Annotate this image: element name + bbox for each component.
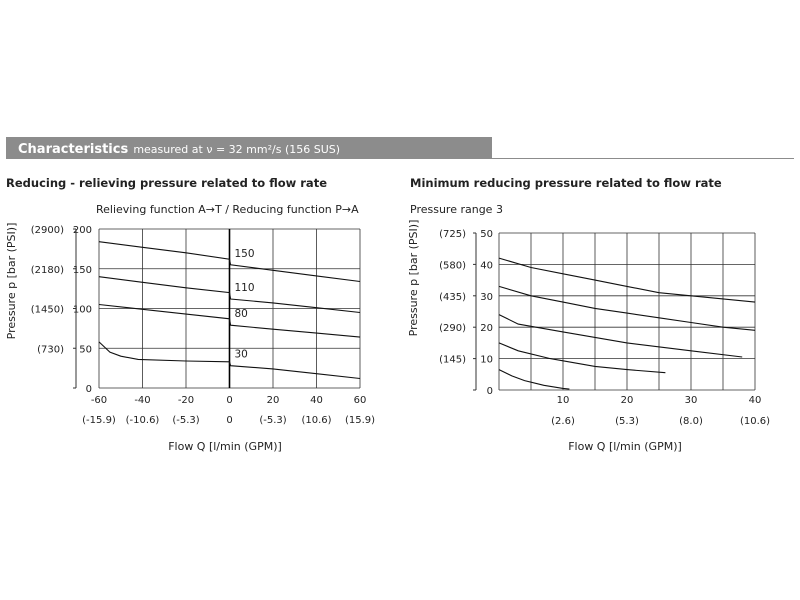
chart1-series-label-0: 150 <box>234 247 255 260</box>
chart2-y-psi-label-1: (145) <box>439 354 466 366</box>
chart1-series-label-2: 80 <box>234 308 248 321</box>
chart1-y-tick-label-0: 0 <box>85 384 92 395</box>
chart2-x-gpm-label-2: (8.0) <box>679 416 703 427</box>
chart1-x-gpm-label-0: (-15.9) <box>82 415 116 426</box>
chart1-x-tick-label-0: -60 <box>90 395 108 406</box>
chart2-y-tick-label-3: 30 <box>480 291 493 303</box>
chart1-x-gpm-label-4: (-5.3) <box>259 415 287 426</box>
chart2-x-tick-label-3: 40 <box>748 395 762 406</box>
chart1-series-label-3: 30 <box>234 348 248 361</box>
chart2-x-gpm-label-1: (5.3) <box>615 416 639 427</box>
chart2-series-line-2 <box>499 315 742 357</box>
chart1-x-gpm-label-6: (15.9) <box>344 415 376 426</box>
banner-title: Characteristics <box>18 142 129 157</box>
chart1-x-gpm-label-1: (-10.6) <box>125 415 160 426</box>
chart2-series-line-4 <box>499 370 569 390</box>
chart1-x-tick-label-1: -40 <box>134 395 151 406</box>
chart1-title: Reducing - relieving pressure related to flow rate <box>6 176 327 190</box>
chart2-y-tick-label-5: 50 <box>480 229 493 240</box>
chart1-x-gpm-label-2: (-5.3) <box>172 415 200 426</box>
chart2-x-axis-label: Flow Q [l/min (GPM)] <box>568 440 682 453</box>
chart1-y-psi-label-2: (1450) <box>30 304 64 316</box>
chart2-y-psi-label-2: (290) <box>439 323 466 335</box>
chart1-x-tick-label-2: -20 <box>177 395 195 406</box>
chart1-y-tick-label-4: 200 <box>72 225 92 236</box>
chart2-y-psi-label-4: (580) <box>439 260 466 272</box>
chart1-series-label-1: 110 <box>234 281 255 294</box>
chart2-x-tick-label-2: 30 <box>684 395 698 406</box>
chart2-y-tick-label-0: 0 <box>486 386 493 397</box>
chart2-x-tick-label-1: 20 <box>620 395 634 406</box>
chart2-y-tick-label-4: 40 <box>480 260 493 272</box>
chart1-x-axis-label: Flow Q [l/min (GPM)] <box>168 440 282 453</box>
chart1-y-psi-label-4: (2900) <box>30 225 64 236</box>
chart2-y-psi-label-3: (435) <box>439 291 466 303</box>
chart1-y-tick-label-3: 150 <box>72 264 92 276</box>
chart2-x-gpm-label-3: (10.6) <box>739 416 771 427</box>
chart1-x-tick-label-5: 40 <box>310 395 323 406</box>
chart2-y-tick-label-1: 10 <box>480 354 493 366</box>
chart2-x-gpm-label-0: (2.6) <box>551 416 575 427</box>
chart1-y-tick-label-1: 50 <box>79 344 92 356</box>
chart1-x-tick-label-6: 60 <box>353 395 367 406</box>
chart2-series-line-3 <box>499 343 665 373</box>
chart1-subtitle: Relieving function A→T / Reducing function P→A <box>96 203 359 216</box>
banner-subtitle: measured at ν = 32 mm²/s (156 SUS) <box>133 143 341 156</box>
chart1-y-psi-label-1: (730) <box>37 344 64 356</box>
chart2-y-psi-label-5: (725) <box>439 229 466 240</box>
chart2-y-tick-label-2: 20 <box>480 323 493 335</box>
chart1-y-axis-label: Pressure p [bar (PSI)] <box>5 222 18 340</box>
chart2-y-axis-label: Pressure p [bar (PSI)] <box>407 219 420 337</box>
chart2-subtitle: Pressure range 3 <box>410 203 503 216</box>
chart2-title: Minimum reducing pressure related to flow rate <box>410 176 722 190</box>
chart1-y-psi-label-3: (2180) <box>30 264 64 276</box>
chart1-y-tick-label-2: 100 <box>72 304 92 316</box>
chart2-x-tick-label-0: 10 <box>556 395 570 406</box>
chart1-x-tick-label-3: 0 <box>226 395 233 406</box>
chart1-x-tick-label-4: 20 <box>266 395 280 406</box>
chart1-x-gpm-label-5: (10.6) <box>301 415 332 426</box>
chart1-x-gpm-label-3: 0 <box>226 415 233 426</box>
